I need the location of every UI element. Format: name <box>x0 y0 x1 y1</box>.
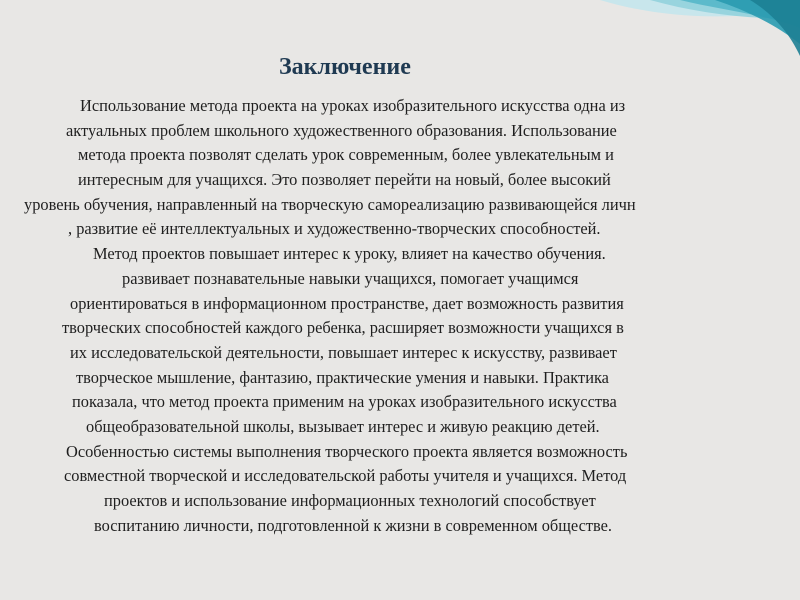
corner-wave-decoration <box>540 0 800 60</box>
text-line: Метод проектов повышает интерес к уроку, влияет на качество обучения. <box>93 244 606 264</box>
text-line: показала, что метод проекта применим на уроках изобразительного искусства <box>72 392 617 412</box>
slide-title: Заключение <box>279 54 411 80</box>
text-line: их исследовательской деятельности, повышает интерес к искусству, развивает <box>70 342 617 362</box>
text-line: ориентироваться в информационном пространстве, дает возможность развития <box>70 293 624 313</box>
text-line: общеобразовательной школы, вызывает интерес и живую реакцию детей. <box>86 416 600 436</box>
text-line: проектов и использование информационных технологий способствует <box>104 491 596 510</box>
text-line: уровень обучения, направленный на творческую самореализацию развивающейся личн <box>24 194 636 214</box>
text-line: метода проекта позволят сделать урок современным, более увлекательным и <box>78 145 614 165</box>
text-line: актуальных проблем школьного художественного образования. Использование <box>66 120 617 140</box>
text-line: воспитанию личности, подготовленной к жизни в современном обществе. <box>94 515 613 535</box>
text-line: интересным для учащихся. Это позволяет перейти на новый, более высокий <box>78 170 611 190</box>
text-line: совместной творческой и исследовательской работы учителя и учащихся. Метод <box>64 466 627 486</box>
text-line: творческое мышление, фантазию, практические умения и навыки. Практика <box>76 367 609 387</box>
body-text <box>0 94 800 538</box>
text-line: творческих способностей каждого ребенка, расширяет возможности учащихся в <box>62 318 624 338</box>
text-line: развивает познавательные навыки учащихся, помогает учащимся <box>122 268 579 288</box>
text-line: Особенностью системы выполнения творческого проекта является возможность <box>66 441 628 461</box>
text-line: Использование метода проекта на уроках изобразительного искусства одна из <box>80 96 626 115</box>
text-line: , развитие её интеллектуальных и художественно-творческих способностей. <box>68 219 601 239</box>
